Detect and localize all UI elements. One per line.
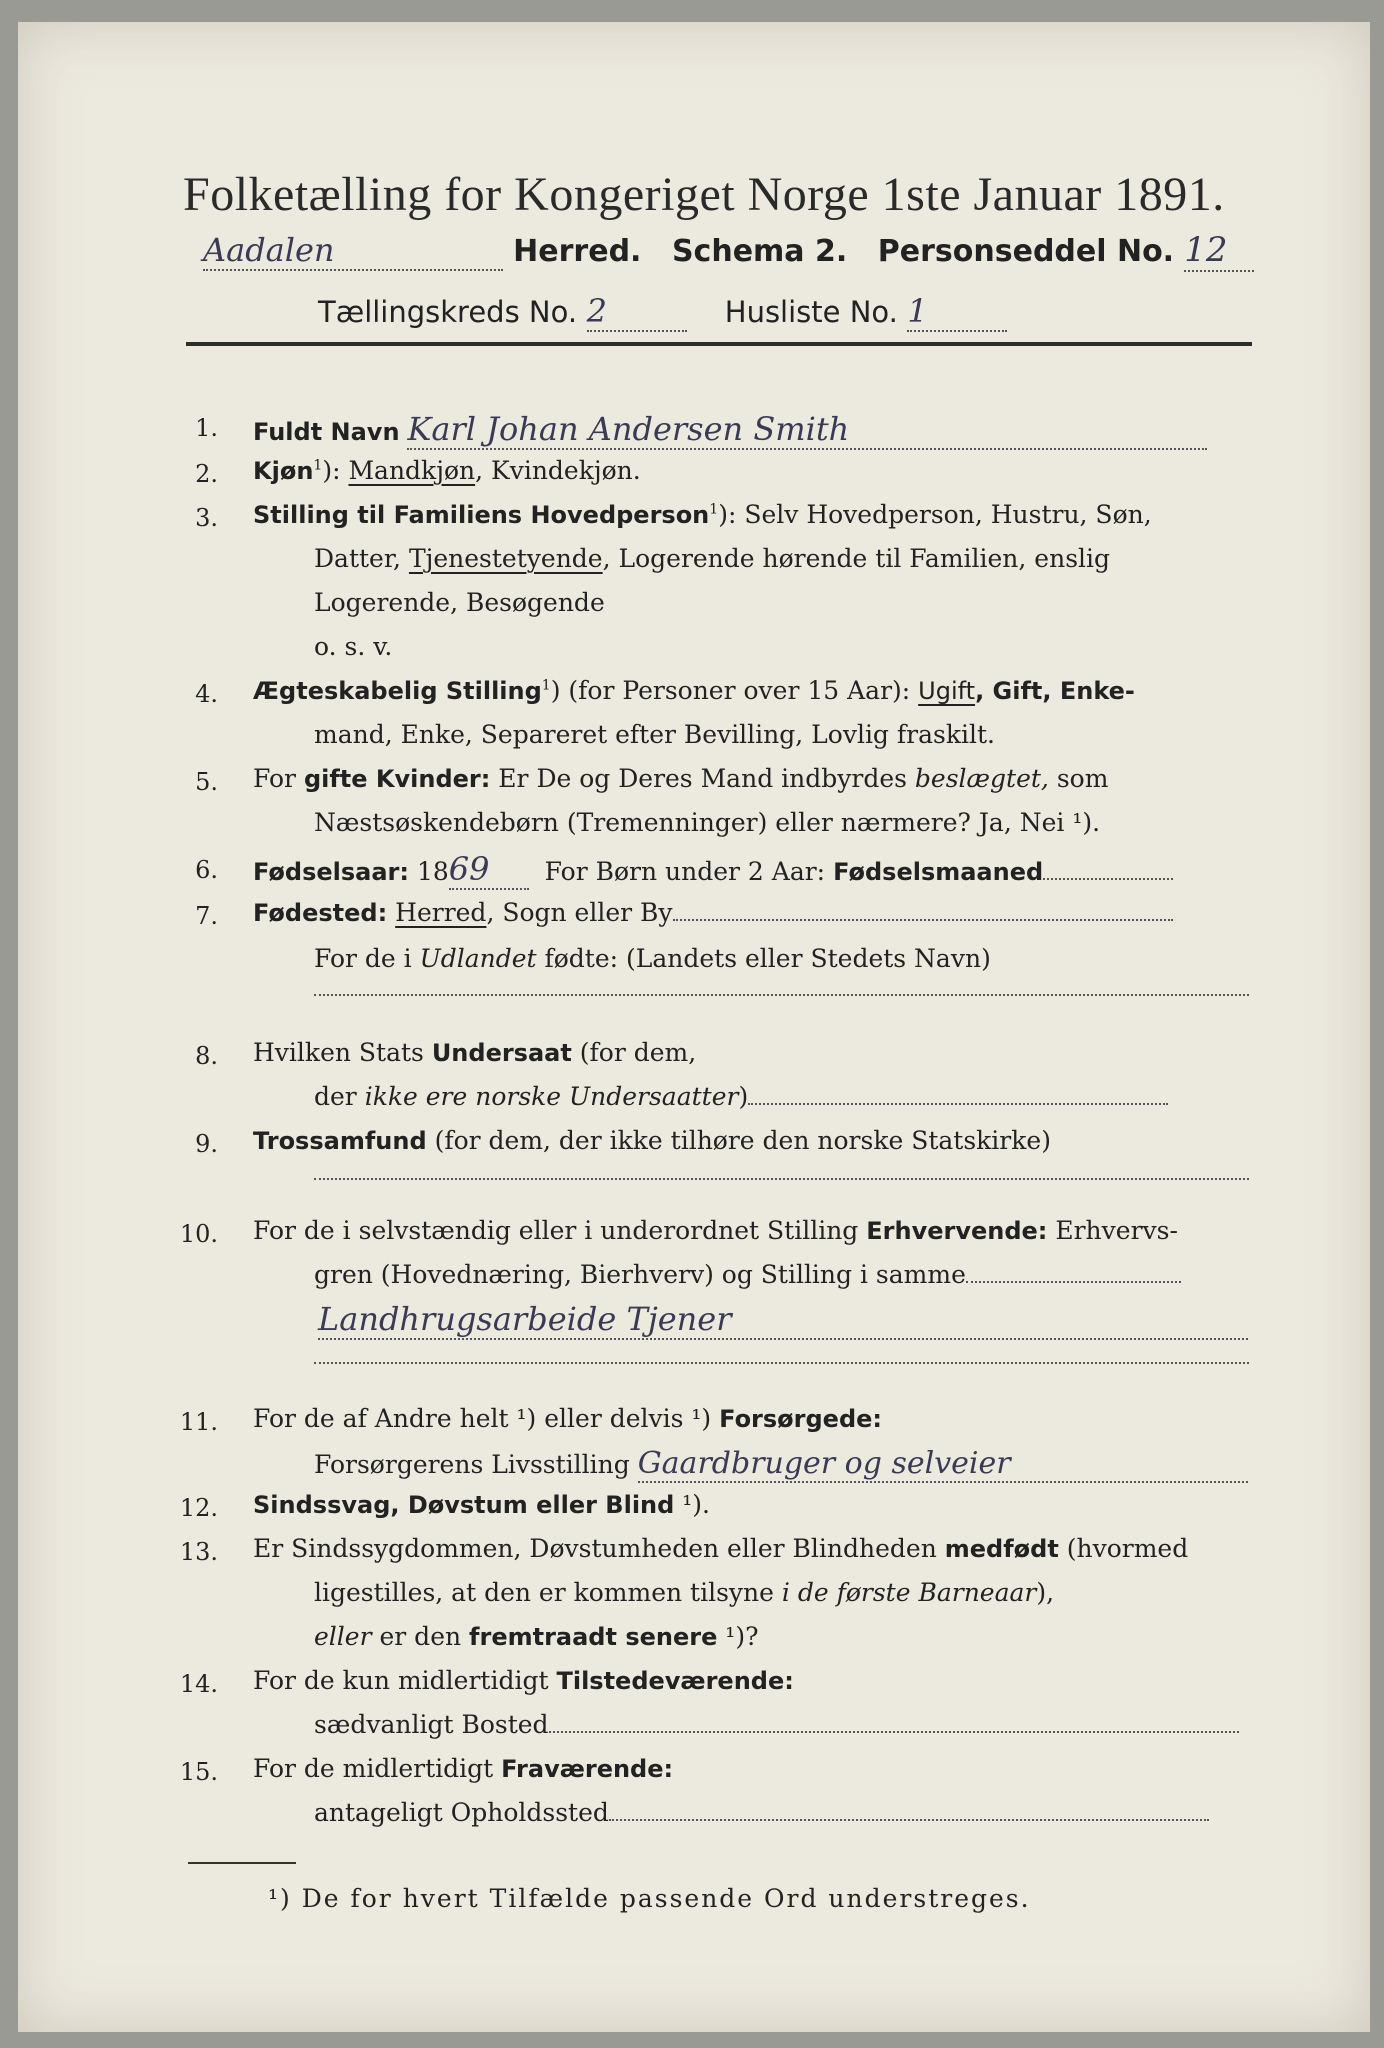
item-2-label: Kjøn — [253, 457, 314, 485]
item-3-number: 3. — [195, 504, 218, 532]
item-13-bold2: fremtraadt senere — [469, 1623, 718, 1651]
item-9-label: Trossamfund — [253, 1127, 427, 1155]
census-form — [18, 22, 1370, 2032]
provider-occupation-value: Gaardbruger og selveier — [638, 1446, 1248, 1483]
item-5-line2: Næstsøskendebørn (Tremenninger) eller nærmere? Ja, Nei ¹). — [314, 808, 1101, 837]
kjon-rest: , Kvindekjøn. — [475, 456, 641, 485]
herred-value: Aadalen — [203, 231, 503, 271]
item-14-line2 — [314, 1710, 1239, 1739]
item-14-line1 — [253, 1666, 794, 1695]
item-3-line4: o. s. v. — [314, 632, 393, 661]
item-13-text1b: (hvormed — [1058, 1534, 1189, 1563]
item-1 — [253, 410, 1207, 450]
item-5-text1b: Er De og Deres Mand indbyrdes — [490, 764, 915, 793]
item-7-text2a: For de i — [314, 944, 420, 973]
item-11-line2 — [314, 1446, 1248, 1483]
item-8-line2 — [314, 1082, 1168, 1111]
item-13-text1a: Er Sindssygdommen, Døvstumheden eller Blindheden — [253, 1534, 945, 1563]
kreds-row — [318, 292, 1007, 332]
item-15-text2: antageligt Opholdssted — [314, 1798, 609, 1827]
item-1-number: 1. — [195, 414, 218, 442]
item-3-line3: Logerende, Besøgende — [314, 588, 605, 617]
item-10-text1b: Erhvervs- — [1047, 1216, 1178, 1245]
item-3-line2 — [314, 544, 1110, 573]
item-6-bold2: Fødselsmaaned — [833, 858, 1044, 886]
item-11-text2: Forsørgerens Livsstilling — [314, 1450, 630, 1479]
item-9 — [253, 1126, 1051, 1155]
form-title: Folketælling for Kongeriget Norge 1ste Januar 1891. — [183, 168, 1225, 221]
item-15-line2 — [314, 1798, 1209, 1827]
item-13-line3 — [314, 1622, 759, 1651]
item-4-number: 4. — [195, 680, 218, 708]
item-7-line1 — [253, 898, 1173, 927]
item-3-text2b: , Logerende hørende til Familien, enslig — [602, 544, 1111, 573]
item-12-text: ¹). — [674, 1490, 710, 1519]
item-7-text2b: fødte: (Landets eller Stedets Navn) — [536, 944, 991, 973]
item-4-ugift: Ugift — [918, 677, 976, 705]
personseddel-value: 12 — [1184, 230, 1254, 272]
item-10-text1a: For de i selvstændig eller i underordnet Stilling — [253, 1216, 867, 1245]
item-11-number: 11. — [179, 1408, 218, 1436]
item-6 — [253, 850, 1173, 890]
occupation-value: Landhrugsarbeide Tjener — [318, 1300, 1248, 1340]
item-6-number: 6. — [195, 856, 218, 884]
item-8-text2a: der — [314, 1082, 365, 1111]
item-13-italic: i de første Barneaar — [781, 1578, 1037, 1607]
item-10-bold: Erhvervende: — [866, 1217, 1048, 1245]
item-3-line1: Stilling til Familiens Hovedperson$^1$): Selv Hovedperson, Hustru, Søn, — [253, 500, 1152, 529]
item-14-text1a: For de kun midlertidigt — [253, 1666, 557, 1695]
item-3-text2a: Datter, — [314, 544, 409, 573]
item-11-line1 — [253, 1404, 882, 1433]
item-15-bold: Fraværende: — [501, 1755, 674, 1783]
item-3-label: Stilling til Familiens Hovedperson — [253, 501, 710, 529]
kjon-mandkjon: Mandkjøn — [348, 456, 476, 485]
item-4-label: Ægteskabelig Stilling — [253, 677, 542, 705]
item-14-number: 14. — [179, 1670, 218, 1698]
item-5-text1a: For — [253, 764, 304, 793]
item-9-text: (for dem, der ikke tilhøre den norske Statskirke) — [426, 1126, 1051, 1155]
item-12 — [253, 1490, 710, 1519]
item-9-number: 9. — [195, 1130, 218, 1158]
item-13-text2b: ), — [1036, 1578, 1055, 1607]
footnote: ¹) De for hvert Tilfælde passende Ord understreges. — [268, 1884, 1031, 1913]
item-2-number: 2. — [195, 460, 218, 488]
item-13-italic2: eller — [314, 1622, 372, 1651]
husliste-value: 1 — [907, 292, 1007, 332]
herred-label: Herred. — [513, 234, 642, 269]
husliste-label: Husliste No. — [724, 295, 898, 329]
item-7-blank-line — [314, 994, 1249, 996]
item-5-bold: gifte Kvinder: — [303, 765, 491, 793]
item-10-number: 10. — [179, 1220, 218, 1248]
item-15-text1a: For de midlertidigt — [253, 1754, 502, 1783]
footnote-rule — [188, 1862, 296, 1864]
item-7-number: 7. — [195, 902, 218, 930]
item-2: Kjøn$^1$): Mandkjøn, Kvindekjøn. — [253, 456, 641, 485]
item-1-label: Fuldt Navn — [253, 418, 400, 446]
item-8-italic: ikke ere norske Undersaatter — [364, 1082, 739, 1111]
item-14-bold: Tilstedeværende: — [556, 1667, 794, 1695]
item-10-line2 — [314, 1260, 1181, 1289]
item-7-italic: Udlandet — [419, 944, 537, 973]
schema-label: Schema 2. — [671, 234, 848, 269]
item-5-line1 — [253, 764, 1108, 793]
item-3-tjenestetyende: Tjenestetyende — [408, 544, 603, 573]
item-12-label: Sindssvag, Døvstum eller Blind — [253, 1491, 675, 1519]
item-10-value-row — [318, 1300, 1248, 1340]
item-13-number: 13. — [179, 1538, 218, 1566]
full-name-value: Karl Johan Andersen Smith — [407, 410, 1207, 450]
item-4-line1: Ægteskabelig Stilling$^1$) (for Personer over 15 Aar): Ugift, Gift, Enke- — [253, 676, 1135, 705]
item-14-text2: sædvanligt Bosted — [314, 1710, 549, 1739]
item-7-herred: Herred — [395, 898, 487, 927]
item-5-number: 5. — [195, 768, 218, 796]
item-5-italic: beslægtet, — [914, 764, 1049, 793]
item-15-number: 15. — [179, 1758, 218, 1786]
item-8-line1 — [253, 1038, 696, 1067]
item-4-line2: mand, Enke, Separeret efter Bevilling, Lovlig fraskilt. — [314, 720, 995, 749]
item-10-blank-line — [314, 1362, 1249, 1364]
item-10-text2: gren (Hovednæring, Bierhverv) og Stilling i samme — [314, 1260, 966, 1289]
kreds-label: Tællingskreds No. — [318, 295, 578, 329]
item-13-text3b: ¹)? — [717, 1622, 759, 1651]
item-7-line2 — [314, 944, 991, 973]
item-2-sup: 1 — [313, 457, 323, 474]
item-13-text3a: er den — [371, 1622, 470, 1651]
kreds-value: 2 — [587, 292, 687, 332]
item-8-bold: Undersaat — [431, 1039, 572, 1067]
item-6-label: Fødselsaar: — [253, 858, 409, 886]
item-12-number: 12. — [179, 1494, 218, 1522]
item-10-line1 — [253, 1216, 1178, 1245]
item-7-text: , Sogn eller By — [486, 898, 673, 927]
item-5-text1c: som — [1048, 764, 1109, 793]
item-13-text2a: ligestilles, at den er kommen tilsyne — [314, 1578, 782, 1607]
personseddel-label: Personseddel No. — [877, 234, 1175, 269]
birth-year-prefix: 18 — [416, 857, 449, 886]
header-rule — [186, 342, 1252, 346]
item-15-line1 — [253, 1754, 673, 1783]
item-8-text1a: Hvilken Stats — [253, 1038, 432, 1067]
item-13-line2 — [314, 1578, 1054, 1607]
item-9-blank-line — [314, 1178, 1249, 1180]
item-6-text: For Børn under 2 Aar: — [544, 857, 826, 886]
item-8-number: 8. — [195, 1042, 218, 1070]
item-3-text1: ): Selv Hovedperson, Hustru, Søn, — [718, 500, 1152, 529]
item-13-line1 — [253, 1534, 1188, 1563]
birth-year-value: 69 — [449, 850, 529, 890]
item-8-text2b: ) — [738, 1082, 749, 1111]
item-13-bold: medfødt — [944, 1535, 1059, 1563]
item-11-bold: Forsørgede: — [719, 1405, 883, 1433]
item-4-text1b: , Gift, Enke- — [975, 677, 1135, 705]
item-4-text1: ) (for Personer over 15 Aar): — [550, 676, 919, 705]
item-8-text1b: (for dem, — [571, 1038, 697, 1067]
item-11-text1a: For de af Andre helt ¹) eller delvis ¹) — [253, 1404, 720, 1433]
herred-row — [203, 230, 1254, 272]
item-7-label: Fødested: — [253, 899, 388, 927]
